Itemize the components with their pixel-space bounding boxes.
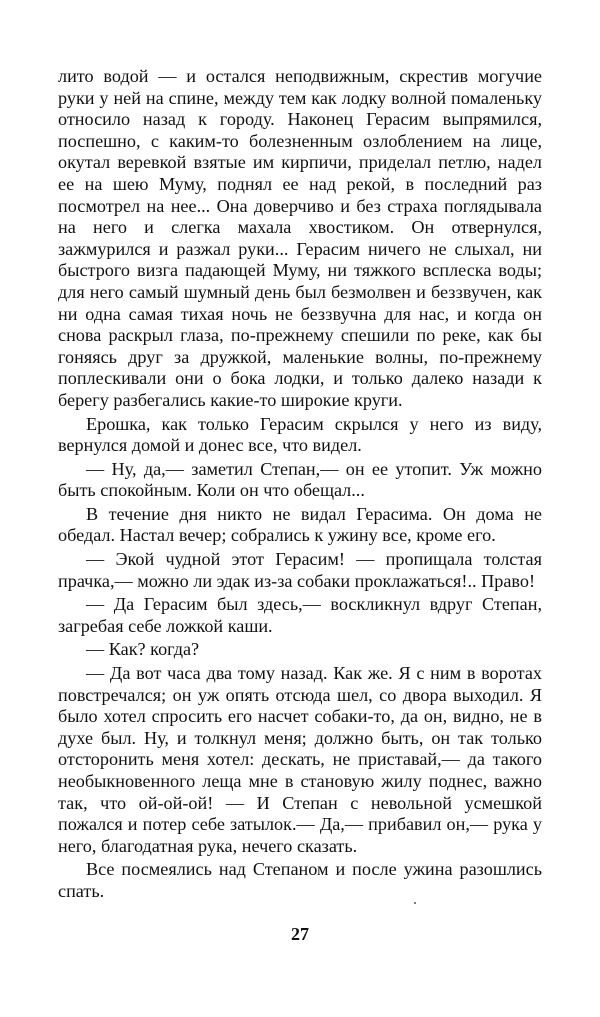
paragraph: — Ну, да,— заметил Степан,— он ее утопит. Уж можно быть спокойным. Коли он что обещал... [58, 458, 542, 501]
paragraph: — Экой чудной этот Герасим! — пропищала толстая прачка,— можно ли эдак из-за собаки проклажаться!.. Право! [58, 549, 542, 591]
paragraph: — Да Герасим был здесь,— воскликнул вдруг Степан, загребая себе ложкой каши. [58, 594, 542, 636]
paragraph: — Да вот часа два тому назад. Как же. Я с ним в воротах повстречался; он уж опять отсюда шел, со двора выходил. Я было хотел спросить его насчет собаки-то, да он, видно, не в духе был. Ну, и толкнул меня; должно быть, он так только отсторонить меня хотел: дескать, не приставай,— да такого необыкновенного леща мне в становую жилу поднес, важно так, что ой-ой-ой! — И Степан с невольной усмешкой пожался и потер себе затылок.— Да,— прибавил он,— рука у него, благодатная рука, нечего сказать. [58, 663, 542, 856]
print-speck [414, 902, 416, 904]
paragraph: — Как? когда? [86, 639, 200, 660]
paragraph: В течение дня никто не видал Герасима. Он дома не обедал. Настал вечер; собрались к ужину все, кроме его. [58, 503, 542, 546]
paragraph: Ерошка, как только Герасим скрылся у него из виду, вернулся домой и донес все, что видел. [58, 413, 542, 456]
text-body [58, 66, 542, 903]
page-number: 27 [291, 924, 309, 944]
paragraph-continuation: лито водой — и остался неподвижным, скрестив могучие руки у ней на спине, между тем как лодку волной помаленьку относило назад к городу. Наконец Герасим выпрямился, поспешно, с каким-то болезненным озлоблением на лице, окутал веревкой взятые им кирпичи, приделал петлю, надел ее на шею Муму, поднял ее над рекой, в последний раз посмотрел на нее... Она доверчиво и без страха поглядывала на него и слегка махала хвостиком. Он отвернулся, зажмурился и разжал руки... Герасим ничего не слыхал, ни быстрого визга падающей Муму, ни тяжкого всплеска воды; для него самый шумный день был безмолвен и беззвучен, как ни одна самая тихая ночь не беззвучна для нас, и когда он снова раскрыл глаза, по-прежнему спешили по реке, как бы гоняясь друг за дружкой, маленькие волны, по-прежнему поплескивали они о бока лодки, и только далеко назади к берегу разбегались какие-то широкие круги. [58, 66, 542, 410]
paragraph: Все посмеялись над Степаном и после ужина разошлись спать. [58, 859, 542, 901]
